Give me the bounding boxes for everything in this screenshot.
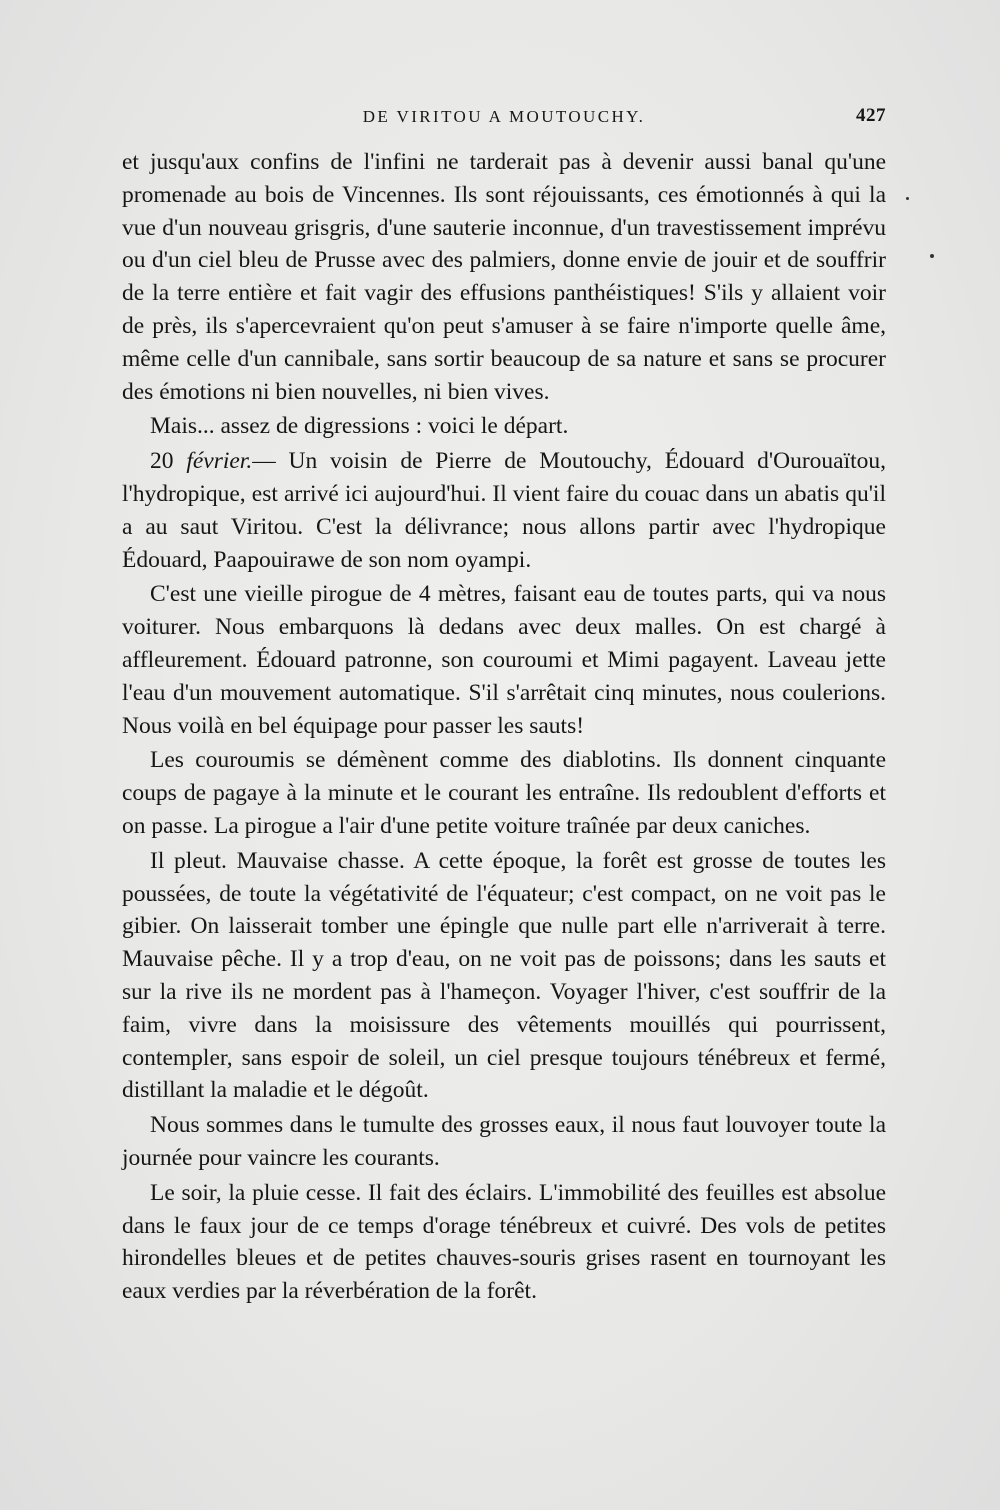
paragraph: Le soir, la pluie cesse. Il fait des éclairs. L'immobilité des feuilles est absolue dans le faux jour de ce temps d'orage ténébreux et cuivré. Des vols de petites hirondelles bleues et de petites chauves-souris grises rasent en tournoyant les eaux verdies par la réverbération de la forêt. xyxy=(122,1179,886,1305)
paragraph: C'est une vieille pirogue de 4 mètres, faisant eau de toutes parts, qui va nous voiturer. Nous embarquons là dedans avec deux malles. On est chargé à affleurement. Édouard patronne, son couroumi et Mimi pagayent. Laveau jette l'eau d'un mouvement automatique. S'il s'arrêtait cinq minutes, nous coulerions. Nous voilà en bel équipage pour passer les sauts! xyxy=(122,581,886,739)
paragraph: Il pleut. Mauvaise chasse. A cette époque, la forêt est grosse de toutes les poussées, de toute la végétativité de l'équateur; c'est compact, on ne voit pas le gibier. On laisserait tomber une épingle que nulle part elle n'arriverait à terre. Mauvaise pêche. Il y a trop d'eau, on ne voit pas de poissons; dans les sauts et sur la rive ils ne mordent pas à l'hameçon. Voyager l'hiver, c'est souffrir de la faim, vivre dans la moisissure des vêtements mouillés qui pourrissent, contempler, sans espoir de soleil, un ciel presque toujours ténébreux et fermé, distillant la maladie et le dégoût. xyxy=(122,847,886,1104)
date-word: février. xyxy=(186,448,253,475)
dated-paragraph xyxy=(122,445,886,576)
body-text xyxy=(122,146,886,1308)
running-title: DE VIRITOU A MOUTOUCHY. xyxy=(362,107,646,126)
paragraph-text: — Un voisin de Pierre de Moutouchy, Édouard d'Ourouaïtou, l'hydropique, est arrivé ici aujourd'hui. Il vient faire du couac dans un abatis qu'il a au saut Viritou. C'est la délivrance; nous allons partir avec l'hydropique Édouard, Paapouirawe de son nom oyampi. xyxy=(122,448,887,573)
date-number: 20 xyxy=(150,448,174,475)
paragraph: Nous sommes dans le tumulte des grosses eaux, il nous faut louvoyer toute la journée pour vaincre les courants. xyxy=(122,1112,886,1171)
paragraph: Les couroumis se démènent comme des diablotins. Ils donnent cinquante coups de pagaye à la minute et le courant les entraîne. Ils redoublent d'efforts et on passe. La pirogue a l'air d'une petite voiture traînée par deux caniches. xyxy=(122,747,886,839)
paragraph: et jusqu'aux confins de l'infini ne tarderait pas à devenir aussi banal qu'une promenade au bois de Vincennes. Ils sont réjouissants, ces émotionnés à qui la vue d'un nouveau grisgris, d'une sauterie inconnue, d'un travestissement imprévu ou d'un ciel bleu de Prusse avec des palmiers, donne envie de jouir et de souffrir de la terre entière et fait vagir des effusions panthéistiques! S'ils y allaient voir de près, ils s'apercevraient qu'on peut s'amuser à se faire n'importe quelle âme, même celle d'un cannibale, sans sortir beaucoup de sa nature et sans se procurer des émotions ni bien nouvelles, ni bien vives. xyxy=(122,149,886,405)
ink-speck xyxy=(906,197,909,200)
running-head xyxy=(122,103,886,133)
ink-speck xyxy=(930,254,934,258)
paragraph: Mais... assez de digressions : voici le départ. xyxy=(150,413,569,440)
page-number: 427 xyxy=(856,105,886,126)
